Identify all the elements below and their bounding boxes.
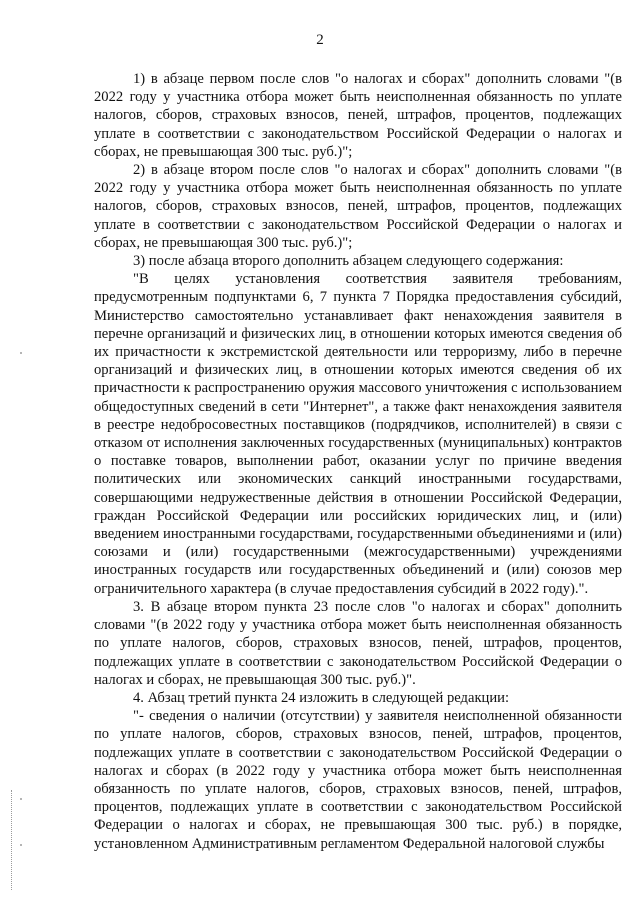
paragraph-item-3: 3. В абзаце втором пункта 23 после слов "о налогах и сборах" дополнить словами "(в 2022 году у участника отбора может быть неисполненная обязанность по уплате налогов, сборов, страховых взносов, пеней, штрафов, процентов, подлежащих уплате в соответствии с законодательством Российской Федерации о налогах и сборах, не превышающая 300 тыс. руб.)". — [94, 598, 622, 688]
paragraph-item-4-text: "- сведения о наличии (отсутствии) у заявителя неисполненной обязанности по уплате налогов, сборов, страховых взносов, пеней, штрафов, процентов, подлежащих уплате в соответствии с законодательством Российской Федерации о налогах и сборах (в 2022 году у участника отбора может быть неисполненная обязанность по уплате налогов, сборов, страховых взносов, пеней, штрафов, процентов, подлежащих уплате в соответствии с законодательством Российской Федерации о налогах и сборах, не превышающая 300 тыс. руб.) в порядке, установленном Административным регламентом Федеральной налоговой службы — [94, 708, 622, 852]
scan-speck — [20, 798, 22, 800]
scan-margin-line — [11, 790, 16, 890]
paragraph-amendment-2: 2) в абзаце втором после слов "о налогах и сборах" дополнить словами "(в 2022 году у участника отбора может быть неисполненная обязанность по уплате налогов, сборов, страховых взносов, пеней, штрафов, процентов, подлежащих уплате в соответствии с законодательством Российской Федерации о налогах и сборах, не превышающая 300 тыс. руб.)"; — [94, 162, 622, 251]
paragraph-amendment-1: 1) в абзаце первом после слов "о налогах и сборах" дополнить словами "(в 2022 году у участника отбора может быть неисполненная обязанность по уплате налогов, сборов, страховых взносов, пеней, штрафов, процентов, подлежащих уплате в соответствии с законодательством Российской Федерации о налогах и сборах, не превышающая 300 тыс. руб.)"; — [94, 71, 622, 160]
paragraph-amendment-3: 3) после абзаца второго дополнить абзацем следующего содержания: — [133, 253, 564, 270]
paragraph-item-4: 4. Абзац третий пункта 24 изложить в следующей редакции: — [133, 689, 510, 706]
page-number: 2 — [316, 32, 324, 48]
paragraph-new-abzac-text: "В целях установления соответствия заявителя требованиям, предусмотренным подпунктами 6, 7 пункта 7 Порядка предоставления субсидий, Министерство самостоятельно устанавливает факт ненахождения заявителя в перечне организаций и физических лиц, в отношении которых имеются сведения об их причастности к экстремистской деятельности или терроризму, либо в перечне организаций и физических лиц, в отношении которых имеются сведения об их причастности к распространению оружия массового уничтожения с использованием общедоступных сведений в сети "Интернет", а также факт ненахождения заявителя в реестре недобросовестных поставщиков (подрядчиков, исполнителей) в связи с отказом от исполнения заключенных государственных (муниципальных) контрактов о поставке товаров, выполнении работ, оказании услуг по причине введения политических или экономических санкций иностранными государствами, совершающими недружественные действия в отношении Российской Федерации, граждан Российской Федерации или российских юридических лиц, и (или) введением иностранными государствами, государственными объединениями и (или) союзами и (или) государственными (межгосударственными) учреждениями иностранных государств или государственных объединений и (или) союзов мер ограничительного характера (в случае предоставления субсидий в 2022 году).". — [94, 271, 622, 597]
scan-speck — [20, 352, 22, 354]
document-body — [94, 70, 622, 853]
scan-speck — [20, 844, 22, 846]
